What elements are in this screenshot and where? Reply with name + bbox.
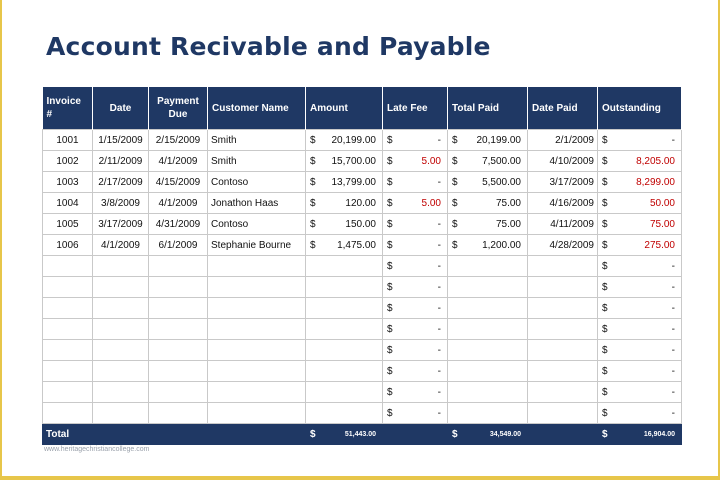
cell-invoice: [43, 256, 93, 277]
cell-invoice: 1006: [43, 235, 93, 256]
cell-invoice: 1003: [43, 172, 93, 193]
cell-date: 1/15/2009: [93, 130, 149, 151]
cell-outstanding: [598, 319, 682, 340]
cell-customer-name: [208, 403, 306, 424]
frame-left-border: [0, 0, 2, 480]
cell-late-fee: [383, 361, 448, 382]
cell-date-paid: 2/1/2009: [528, 130, 598, 151]
cell-date-paid: [528, 382, 598, 403]
cell-amount: [306, 130, 383, 151]
currency-symbol: $: [310, 176, 316, 188]
total-paid-value: 34,549.00: [489, 430, 521, 438]
currency-symbol: $: [602, 218, 608, 230]
cell-customer-name: [208, 382, 306, 403]
empty-row: [43, 298, 682, 319]
cell-late-fee: [383, 319, 448, 340]
page-title: Account Recivable and Payable: [46, 32, 491, 61]
currency-symbol: $: [602, 344, 608, 356]
cell-late-fee-value: -: [437, 365, 441, 377]
currency-symbol: $: [602, 407, 608, 419]
cell-customer-name: [208, 319, 306, 340]
currency-symbol: $: [452, 155, 458, 167]
currency-symbol: $: [387, 323, 393, 335]
table-row: [43, 235, 682, 256]
cell-outstanding: [598, 361, 682, 382]
cell-date: 2/11/2009: [93, 151, 149, 172]
cell-late-fee-value: -: [437, 176, 441, 188]
currency-symbol: $: [452, 218, 458, 230]
cell-outstanding-value: -: [671, 365, 675, 377]
cell-amount: [306, 319, 383, 340]
cell-late-fee: [383, 298, 448, 319]
cell-amount-value: 13,799.00: [331, 176, 376, 188]
cell-amount-value: 15,700.00: [331, 155, 376, 167]
currency-symbol: $: [602, 281, 608, 293]
cell-date-paid: [528, 298, 598, 319]
cell-invoice: 1002: [43, 151, 93, 172]
cell-outstanding: [598, 256, 682, 277]
cell-payment-due: 4/1/2009: [149, 193, 208, 214]
cell-amount: [306, 235, 383, 256]
table-row: [43, 130, 682, 151]
currency-symbol: $: [602, 302, 608, 314]
cell-amount: [306, 361, 383, 382]
cell-date-paid: 3/17/2009: [528, 172, 598, 193]
cell-late-fee: [383, 382, 448, 403]
cell-outstanding-value: 50.00: [649, 197, 675, 209]
cell-customer-name: [208, 361, 306, 382]
cell-total-paid: [448, 130, 528, 151]
cell-date: [93, 298, 149, 319]
cell-date: [93, 403, 149, 424]
currency-symbol: $: [310, 155, 316, 167]
total-empty: [208, 424, 306, 445]
cell-date: 3/17/2009: [93, 214, 149, 235]
cell-late-fee-value: -: [437, 302, 441, 314]
empty-row: [43, 256, 682, 277]
currency-symbol: $: [310, 218, 316, 230]
cell-date-paid: [528, 319, 598, 340]
currency-symbol: $: [602, 260, 608, 272]
empty-row: [43, 382, 682, 403]
cell-outstanding-value: 8,299.00: [636, 176, 675, 188]
total-amount: [306, 424, 383, 445]
cell-outstanding-value: -: [671, 344, 675, 356]
cell-outstanding: [598, 340, 682, 361]
cell-late-fee: [383, 172, 448, 193]
cell-date: 3/8/2009: [93, 193, 149, 214]
cell-date: [93, 277, 149, 298]
cell-date: [93, 382, 149, 403]
cell-late-fee-value: -: [437, 386, 441, 398]
table-row: [43, 193, 682, 214]
cell-amount: [306, 172, 383, 193]
cell-amount-value: 20,199.00: [331, 134, 376, 146]
cell-late-fee: [383, 235, 448, 256]
cell-date: 4/1/2009: [93, 235, 149, 256]
currency-symbol: $: [602, 239, 608, 251]
cell-late-fee-value: -: [437, 407, 441, 419]
cell-outstanding-value: -: [671, 323, 675, 335]
total-paid: [448, 424, 528, 445]
currency-symbol: $: [602, 386, 608, 398]
table-row: [43, 172, 682, 193]
cell-invoice: [43, 403, 93, 424]
cell-total-paid: [448, 319, 528, 340]
cell-outstanding: [598, 235, 682, 256]
header-row: [43, 87, 682, 130]
currency-symbol: $: [452, 176, 458, 188]
currency-symbol: $: [387, 407, 393, 419]
cell-customer-name: Smith: [208, 130, 306, 151]
cell-late-fee-value: -: [437, 218, 441, 230]
cell-late-fee: [383, 151, 448, 172]
cell-payment-due: [149, 382, 208, 403]
cell-payment-due: [149, 403, 208, 424]
cell-payment-due: 4/1/2009: [149, 151, 208, 172]
currency-symbol: $: [387, 281, 393, 293]
cell-payment-due: [149, 298, 208, 319]
header-customer-name: Customer Name: [208, 87, 306, 130]
cell-payment-due: [149, 277, 208, 298]
cell-late-fee: [383, 256, 448, 277]
cell-outstanding: [598, 193, 682, 214]
cell-late-fee: [383, 277, 448, 298]
cell-date-paid: [528, 256, 598, 277]
cell-outstanding-value: 275.00: [644, 239, 675, 251]
total-outstanding: [598, 424, 682, 445]
cell-late-fee-value: -: [437, 281, 441, 293]
currency-symbol: $: [387, 197, 393, 209]
currency-symbol: $: [387, 344, 393, 356]
cell-amount: [306, 340, 383, 361]
cell-payment-due: 6/1/2009: [149, 235, 208, 256]
currency-symbol: $: [310, 239, 316, 251]
cell-late-fee: [383, 340, 448, 361]
cell-late-fee-value: -: [437, 344, 441, 356]
cell-date: 2/17/2009: [93, 172, 149, 193]
currency-symbol: $: [602, 155, 608, 167]
cell-total-paid: [448, 214, 528, 235]
cell-outstanding: [598, 298, 682, 319]
cell-total-paid: [448, 277, 528, 298]
cell-total-paid: [448, 403, 528, 424]
cell-late-fee: [383, 403, 448, 424]
cell-total-paid: [448, 340, 528, 361]
cell-late-fee: [383, 130, 448, 151]
currency-symbol: $: [452, 428, 458, 440]
currency-symbol: $: [387, 134, 393, 146]
cell-outstanding-value: 8,205.00: [636, 155, 675, 167]
cell-outstanding-value: -: [671, 281, 675, 293]
header-total-paid: Total Paid: [448, 87, 528, 130]
cell-date-paid: [528, 403, 598, 424]
currency-symbol: $: [387, 302, 393, 314]
currency-symbol: $: [387, 239, 393, 251]
watermark-text: www.heritagechristiancollege.com: [44, 446, 150, 453]
cell-amount: [306, 214, 383, 235]
table-row: [43, 214, 682, 235]
cell-late-fee-value: -: [437, 134, 441, 146]
cell-outstanding-value: 75.00: [649, 218, 675, 230]
ledger-table: [42, 87, 682, 445]
cell-total-paid: [448, 298, 528, 319]
cell-invoice: [43, 277, 93, 298]
cell-outstanding-value: -: [671, 302, 675, 314]
cell-late-fee: [383, 193, 448, 214]
cell-payment-due: 4/31/2009: [149, 214, 208, 235]
cell-outstanding: [598, 172, 682, 193]
cell-customer-name: [208, 340, 306, 361]
currency-symbol: $: [602, 197, 608, 209]
cell-outstanding: [598, 277, 682, 298]
header-payment-due: Payment Due: [149, 87, 208, 130]
cell-amount-value: 120.00: [345, 197, 376, 209]
cell-invoice: [43, 319, 93, 340]
cell-date-paid: 4/16/2009: [528, 193, 598, 214]
empty-row: [43, 319, 682, 340]
cell-total-paid: [448, 235, 528, 256]
cell-invoice: [43, 298, 93, 319]
header-outstanding: Outstanding: [598, 87, 682, 130]
cell-date: [93, 340, 149, 361]
table-row: [43, 151, 682, 172]
cell-invoice: 1004: [43, 193, 93, 214]
cell-amount: [306, 193, 383, 214]
cell-date-paid: [528, 361, 598, 382]
header-date: Date: [93, 87, 149, 130]
cell-amount-value: 1,475.00: [337, 239, 376, 251]
cell-total-paid: [448, 382, 528, 403]
total-label: Total: [43, 424, 93, 445]
cell-total-paid: [448, 172, 528, 193]
cell-date-paid: 4/28/2009: [528, 235, 598, 256]
cell-customer-name: Contoso: [208, 172, 306, 193]
cell-date-paid: 4/11/2009: [528, 214, 598, 235]
cell-late-fee-value: 5.00: [421, 155, 441, 167]
cell-date: [93, 256, 149, 277]
cell-date: [93, 319, 149, 340]
frame-bottom-border: [0, 476, 720, 480]
cell-amount: [306, 298, 383, 319]
cell-date-paid: [528, 277, 598, 298]
header-amount: Amount: [306, 87, 383, 130]
cell-outstanding: [598, 382, 682, 403]
header-invoice: Invoice #: [43, 87, 93, 130]
cell-outstanding-value: -: [671, 386, 675, 398]
cell-customer-name: Jonathon Haas: [208, 193, 306, 214]
cell-amount: [306, 256, 383, 277]
empty-row: [43, 340, 682, 361]
currency-symbol: $: [310, 197, 316, 209]
cell-outstanding: [598, 151, 682, 172]
currency-symbol: $: [452, 239, 458, 251]
cell-customer-name: Contoso: [208, 214, 306, 235]
currency-symbol: $: [310, 428, 316, 440]
cell-customer-name: [208, 298, 306, 319]
cell-payment-due: [149, 361, 208, 382]
cell-outstanding: [598, 403, 682, 424]
cell-payment-due: [149, 319, 208, 340]
currency-symbol: $: [387, 260, 393, 272]
total-empty: [149, 424, 208, 445]
total-outstanding-value: 16,904.00: [643, 430, 675, 438]
cell-date: [93, 361, 149, 382]
currency-symbol: $: [602, 176, 608, 188]
cell-total-paid-value: 5,500.00: [482, 176, 521, 188]
total-row: [43, 424, 682, 445]
total-empty: [528, 424, 598, 445]
cell-total-paid-value: 1,200.00: [482, 239, 521, 251]
total-amount-value: 51,443.00: [344, 430, 376, 438]
cell-outstanding-value: -: [671, 260, 675, 272]
cell-customer-name: Stephanie Bourne: [208, 235, 306, 256]
cell-invoice: 1001: [43, 130, 93, 151]
cell-total-paid: [448, 256, 528, 277]
currency-symbol: $: [602, 428, 608, 440]
cell-invoice: [43, 340, 93, 361]
cell-total-paid: [448, 151, 528, 172]
cell-customer-name: [208, 256, 306, 277]
cell-amount: [306, 151, 383, 172]
cell-payment-due: 2/15/2009: [149, 130, 208, 151]
cell-invoice: [43, 382, 93, 403]
cell-outstanding: [598, 130, 682, 151]
currency-symbol: $: [387, 365, 393, 377]
cell-total-paid-value: 7,500.00: [482, 155, 521, 167]
cell-amount: [306, 382, 383, 403]
currency-symbol: $: [452, 134, 458, 146]
currency-symbol: $: [602, 323, 608, 335]
cell-amount-value: 150.00: [345, 218, 376, 230]
cell-date-paid: [528, 340, 598, 361]
cell-total-paid: [448, 193, 528, 214]
cell-outstanding-value: -: [671, 407, 675, 419]
currency-symbol: $: [602, 365, 608, 377]
currency-symbol: $: [387, 218, 393, 230]
cell-amount: [306, 277, 383, 298]
empty-row: [43, 403, 682, 424]
cell-late-fee-value: -: [437, 260, 441, 272]
cell-outstanding-value: -: [671, 134, 675, 146]
currency-symbol: $: [310, 134, 316, 146]
cell-total-paid-value: 75.00: [495, 218, 521, 230]
cell-late-fee: [383, 214, 448, 235]
total-empty: [383, 424, 448, 445]
currency-symbol: $: [387, 176, 393, 188]
cell-invoice: [43, 361, 93, 382]
cell-total-paid-value: 20,199.00: [476, 134, 521, 146]
cell-late-fee-value: -: [437, 239, 441, 251]
cell-amount: [306, 403, 383, 424]
cell-total-paid: [448, 361, 528, 382]
currency-symbol: $: [452, 197, 458, 209]
header-late-fee: Late Fee: [383, 87, 448, 130]
total-empty: [93, 424, 149, 445]
cell-payment-due: [149, 340, 208, 361]
currency-symbol: $: [387, 155, 393, 167]
empty-row: [43, 277, 682, 298]
header-date-paid: Date Paid: [528, 87, 598, 130]
cell-date-paid: 4/10/2009: [528, 151, 598, 172]
cell-customer-name: Smith: [208, 151, 306, 172]
cell-late-fee-value: -: [437, 323, 441, 335]
currency-symbol: $: [602, 134, 608, 146]
empty-row: [43, 361, 682, 382]
cell-payment-due: [149, 256, 208, 277]
cell-payment-due: 4/15/2009: [149, 172, 208, 193]
currency-symbol: $: [387, 386, 393, 398]
cell-late-fee-value: 5.00: [421, 197, 441, 209]
cell-total-paid-value: 75.00: [495, 197, 521, 209]
cell-invoice: 1005: [43, 214, 93, 235]
cell-customer-name: [208, 277, 306, 298]
cell-outstanding: [598, 214, 682, 235]
